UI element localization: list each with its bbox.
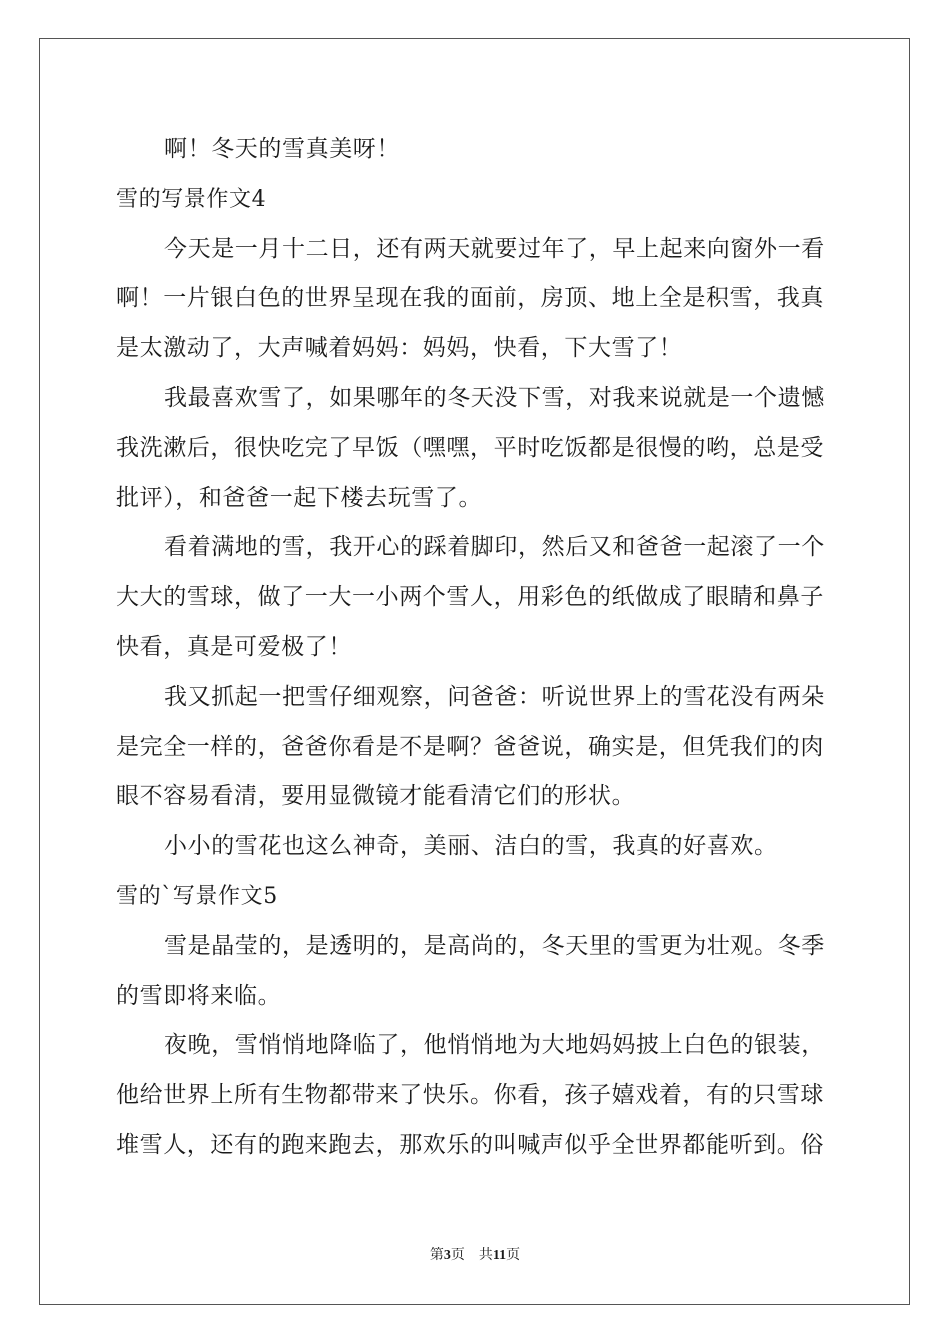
section-heading: 雪的`写景作文5	[116, 883, 278, 909]
text-line: 眼不容易看清，要用显微镜才能看清它们的形状。	[116, 783, 636, 810]
text-line: 是完全一样的，爸爸你看是不是啊？爸爸说，确实是，但凭我们的肉	[116, 733, 824, 760]
text-line: 大大的雪球，做了一大一小两个雪人，用彩色的纸做成了眼睛和鼻子	[116, 584, 824, 611]
text-line: 看着满地的雪，我开心的踩着脚印，然后又和爸爸一起滚了一个	[164, 534, 825, 561]
text-line: 啊！冬天的雪真美呀！	[164, 136, 400, 162]
footer-total-suffix: 页	[506, 1247, 521, 1263]
page-footer	[0, 1245, 950, 1266]
document-body	[116, 125, 836, 1171]
footer-page-prefix: 第	[429, 1247, 444, 1263]
footer-total-prefix: 共	[478, 1247, 493, 1263]
section-heading: 雪的写景作文4	[116, 186, 267, 212]
text-line: 小小的雪花也这么神奇，美丽、洁白的雪，我真的好喜欢。	[164, 833, 778, 860]
footer-page-number: 3	[443, 1248, 451, 1263]
text-line: 我又抓起一把雪仔细观察，问爸爸：听说世界上的雪花没有两朵	[164, 683, 825, 710]
text-line: 快看，真是可爱极了！	[116, 633, 352, 660]
text-line: 是太激动了，大声喊着妈妈：妈妈，快看，下大雪了！	[116, 335, 683, 362]
text-line: 夜晚，雪悄悄地降临了，他悄悄地为大地妈妈披上白色的银装，	[164, 1032, 825, 1059]
text-line: 他给世界上所有生物都带来了快乐。你看，孩子嬉戏着，有的只雪球	[116, 1082, 824, 1109]
text-line: 我洗漱后，很快吃完了早饭（嘿嘿，平时吃饭都是很慢的哟，总是受	[116, 434, 824, 461]
text-line: 啊！一片银白色的世界呈现在我的面前，房顶、地上全是积雪，我真	[116, 285, 824, 312]
text-line: 雪是晶莹的，是透明的，是高尚的，冬天里的雪更为壮观。冬季	[164, 932, 825, 959]
text-line: 堆雪人，还有的跑来跑去，那欢乐的叫喊声似乎全世界都能听到。俗	[116, 1131, 824, 1158]
text-line: 批评），和爸爸一起下楼去玩雪了。	[116, 484, 483, 511]
text-line: 今天是一月十二日，还有两天就要过年了，早上起来向窗外一看	[164, 235, 825, 262]
footer-total-pages: 11	[492, 1248, 507, 1263]
footer-page-suffix: 页	[450, 1247, 465, 1263]
text-line: 我最喜欢雪了，如果哪年的冬天没下雪，对我来说就是一个遗憾	[164, 384, 825, 411]
text-line: 的雪即将来临。	[116, 982, 282, 1009]
